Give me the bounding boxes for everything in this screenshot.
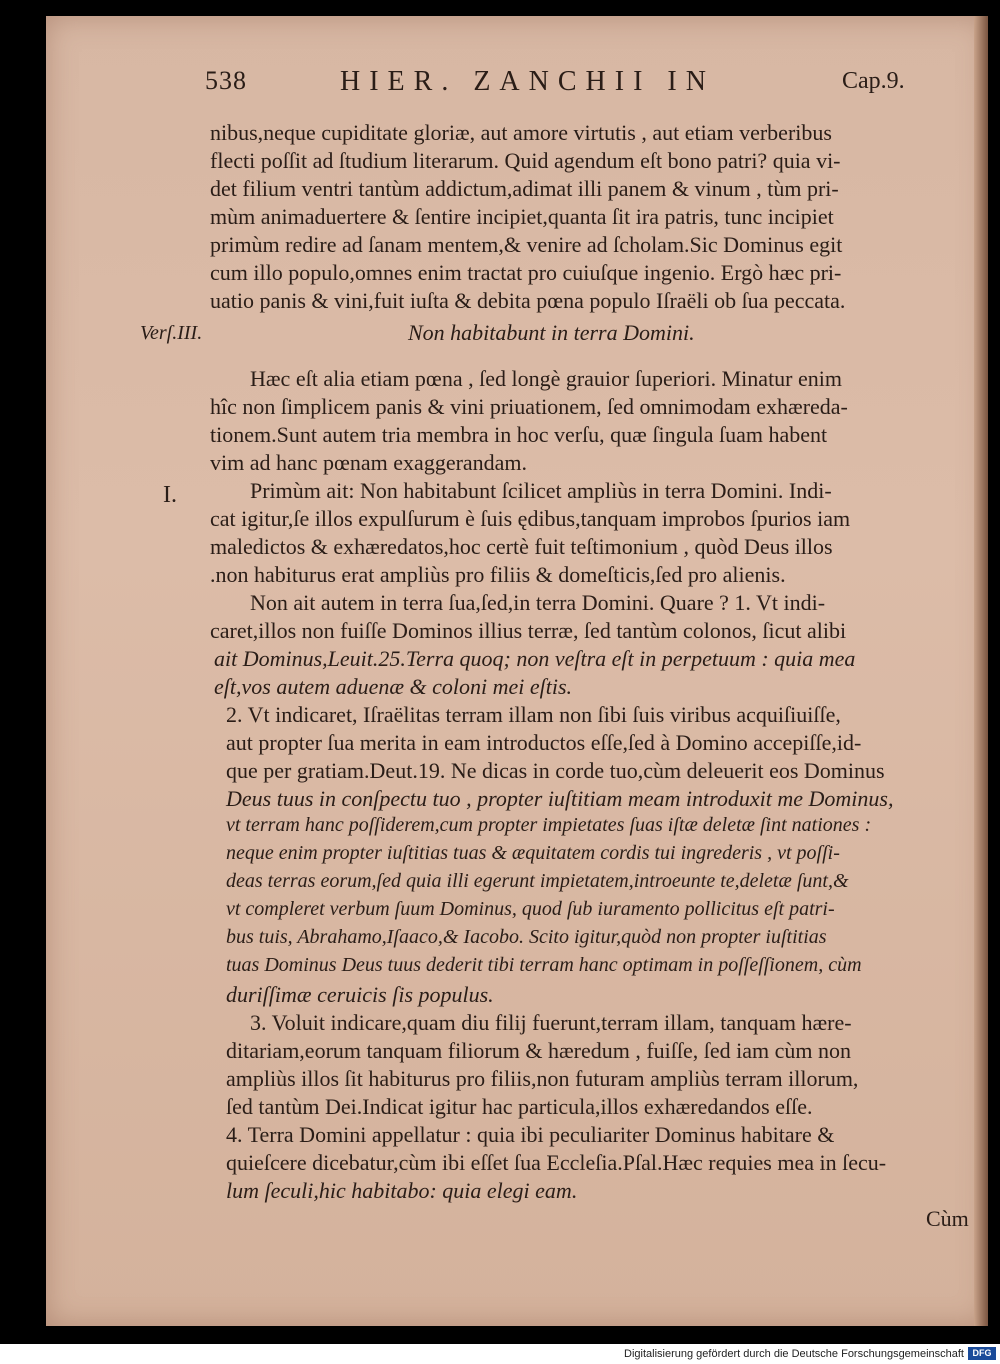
text-line: quieſcere dicebatur,cùm ibi eſſet ſua Eccleſia.Pſal.Hæc requies mea in ſecu-	[226, 1150, 887, 1175]
text-line: .non habiturus erat ampliùs pro filiis & domeſticis,ſed pro alienis.	[210, 562, 786, 587]
text-line: hîc non ſimplicem panis & vini priuationem, ſed omnimodam exhæreda-	[210, 394, 848, 419]
text-line: vim ad hanc pœnam exaggerandam.	[210, 450, 528, 475]
page-edge	[974, 16, 988, 1326]
verse-title: Non habitabunt in terra Domini.	[408, 320, 695, 345]
text-line: Primùm ait: Non habitabunt ſcilicet ampliùs in terra Domini. Indi-	[250, 478, 832, 503]
footer-credit: Digitalisierung gefördert durch die Deutsche Forschungsgemeinschaft	[624, 1348, 964, 1360]
text-line: cat igitur,ſe illos expulſurum è ſuis ędibus,tanquam improbos ſpurios iam	[210, 506, 851, 531]
text-line: 2. Vt indicaret, Iſraëlitas terram illam non ſibi ſuis viribus acquiſiuiſſe,	[226, 702, 841, 727]
text-line: ampliùs illos ſit habiturus pro filiis,non futuram ampliùs terram illorum,	[226, 1066, 859, 1091]
text-line: Hæc eſt alia etiam pœna , ſed longè grauior ſuperiori. Minatur enim	[250, 366, 842, 391]
text-line: maledictos & exhæredatos,hoc certè fuit teſtimonium , quòd Deus illos	[210, 534, 833, 559]
text-line: 3. Voluit indicare,quam diu filij fuerunt,terram illam, tanquam hære-	[250, 1010, 852, 1035]
dfg-logo: DFG	[968, 1347, 996, 1360]
text-line: ditariam,eorum tanquam filiorum & hæredum , fuiſſe, ſed iam cùm non	[226, 1038, 852, 1063]
text-line: tionem.Sunt autem tria membra in hoc verſu, quæ ſingula ſuam habent	[210, 422, 828, 447]
text-line: det filium ventri tantùm addictum,adimat illi panem & vinum , tùm pri-	[210, 176, 839, 201]
text-line: que per gratiam.Deut.19. Ne dicas in corde tuo,cùm deleuerit eos Dominus	[226, 758, 885, 783]
text-line: tuas Dominus Deus tuus dederit tibi terram hanc optimam in poſſeſſionem, cùm	[226, 954, 862, 976]
text-line: vt compleret verbum ſuum Dominus, quod ſub iuramento pollicitus eſt patri-	[226, 898, 835, 920]
text-line: bus tuis, Abrahamo,Iſaaco,& Iacobo. Scito igitur,quòd non propter iuſtitias	[226, 926, 827, 948]
enumeration-marker: I.	[163, 482, 177, 508]
text-line: ſed tantùm Dei.Indicat igitur hac particula,illos exhæredandos eſſe.	[226, 1094, 813, 1119]
page-number: 538	[205, 66, 247, 95]
text-line: duriſſimæ ceruicis ſis populus.	[226, 982, 494, 1007]
text-line: ait Dominus,Leuit.25.Terra quoq; non veſtra eſt in perpetuum : quia mea	[214, 646, 856, 671]
text-line: nibus,neque cupiditate gloriæ, aut amore virtutis , aut etiam verberibus	[210, 120, 832, 145]
text-line: lum ſeculi,hic habitabo: quia elegi eam.	[226, 1178, 578, 1203]
text-line: cum illo populo,omnes enim tractat pro cuiuſque ingenio. Ergò hæc pri-	[210, 260, 842, 285]
text-line: mùm animaduertere & ſentire incipiet,quanta ſit ira patris, tunc incipiet	[210, 204, 834, 229]
text-line: 4. Terra Domini appellatur : quia ibi peculiariter Dominus habitare &	[226, 1122, 835, 1147]
text-line: vt terram hanc poſſiderem,cum propter impietates ſuas iſtæ deletæ ſint nationes :	[226, 814, 872, 836]
text-line: caret,illos non fuiſſe Dominos illius terræ, ſed tantùm colonos, ſicut alibi	[210, 618, 847, 643]
text-line: deas terras eorum,ſed quia illi egerunt impietatem,introeunte te,deletæ ſunt,&	[226, 870, 849, 892]
text-line: uatio panis & vini,fuit iuſta & debita pœna populo Iſraëli ob ſua peccata.	[210, 288, 846, 313]
footer-bar	[0, 1344, 1000, 1364]
verse-label: Verſ.III.	[140, 322, 203, 344]
chapter-label: Cap.9.	[842, 68, 905, 94]
text-line: aut propter ſua merita in eam introductos eſſe,ſed à Domino accepiſſe,id-	[226, 730, 862, 755]
text-line: eſt,vos autem aduenæ & coloni mei eſtis.	[214, 674, 573, 699]
catchword: Cùm	[926, 1206, 969, 1231]
text-line: Deus tuus in conſpectu tuo , propter iuſtitiam meam introduxit me Dominus,	[226, 786, 894, 811]
text-line: flecti poſſit ad ſtudium literarum. Quid agendum eſt bono patri? quia vi-	[210, 148, 841, 173]
text-line: primùm redire ad ſanam mentem,& venire ad ſcholam.Sic Dominus egit	[210, 232, 843, 257]
text-line: neque enim propter iuſtitias tuas & æquitatem cordis tui ingrederis , vt poſſi-	[226, 842, 840, 864]
running-title: HIER. ZANCHII IN	[340, 66, 715, 97]
text-line: Non ait autem in terra ſua,ſed,in terra Domini. Quare ? 1. Vt indi-	[250, 590, 826, 615]
